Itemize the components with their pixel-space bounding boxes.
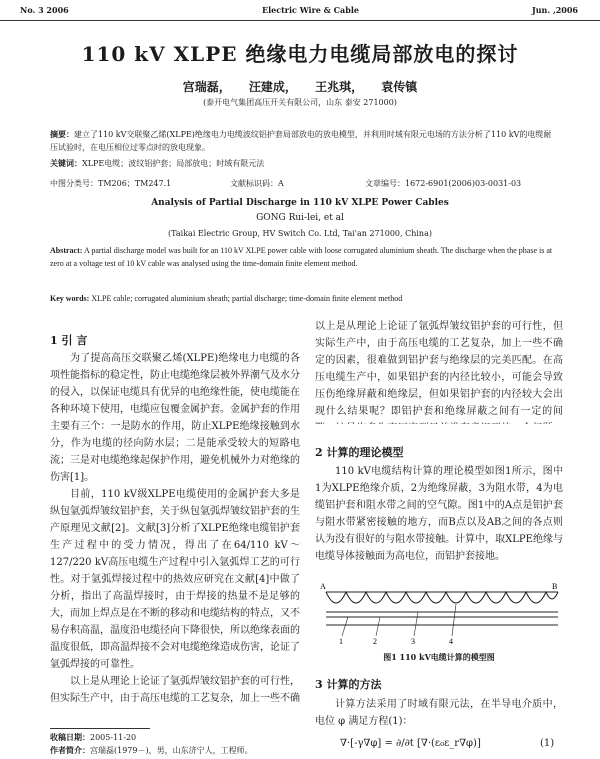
bio-label: 作者简介： (50, 745, 90, 755)
affiliation-en: (Taikai Electric Group, HV Switch Co. Ltd, Tai'an 271000, China) (168, 229, 432, 238)
authors-cn: 宫瑞磊， 汪建成， 王兆琪， 袁传镇 (182, 80, 418, 94)
author-bio: 宫瑞磊(1979－)，男，山东济宁人，工程师。 (90, 746, 253, 755)
section2-body (315, 463, 563, 565)
header-date: Jun. ,2006 (531, 5, 578, 15)
part-number: 1 (339, 637, 343, 646)
part-number: 3 (411, 637, 415, 646)
keywords-en-text: XLPE cable; corrugated aluminium sheath; partial discharge; time-domain finite element method (89, 294, 403, 303)
running-header (0, 0, 600, 21)
article-number: 文章编号：1672-6901(2006)03-0031-03 (365, 179, 522, 188)
section2-heading: 2 计算的理论模型 (315, 446, 404, 459)
point-label-b: B (552, 582, 558, 591)
section3-heading: 3 计算的方法 (315, 678, 382, 691)
section3-body (315, 696, 563, 730)
document-code: 文献标识码：A (230, 179, 284, 188)
abstract-en-text: A partial discharge model was built for an 110 kV XLPE power cable with loose corrugated aluminium sheath. The discharge when the phase is at zero at a voltage test of 10 kV cable was analysed using the time-domain finite element method. (50, 246, 553, 268)
leader-line (414, 612, 418, 636)
class-number: 中图分类号：TM206；TM247.1 (50, 179, 172, 188)
equation-1: ∇·[-γ∇φ] = ∂/∂t [∇·(ε₀ε_r∇φ)] (340, 738, 481, 749)
left-column (50, 350, 300, 707)
keywords-cn-label: 关键词： (50, 158, 82, 168)
abstract-cn-label: 摘要： (50, 129, 74, 139)
right-column-continuation (315, 318, 563, 424)
affiliation-cn: (泰开电气集团高压开关有限公司，山东 泰安 271000) (203, 98, 397, 107)
header-issue: No. 3 2006 (20, 5, 69, 15)
figure-caption: 图1 110 kV电缆计算的模型图 (383, 652, 495, 662)
section3-paragraph: 计算方法采用了时域有限元法，在半导电介质中，电位 φ 满足方程(1)： (315, 699, 563, 727)
section1-continuation: 以上是从理论上论证了氩弧焊皱纹铝护套的可行性，但实际生产中，由于高压电缆的工艺复杂，加上一些不确定的因素，很难做到铝护套与绝缘层的完美匹配。在高压电缆生产中，如果铝护套的内径比较小，可能会导致压伤绝缘屏蔽和绝缘层，但如果铝护套的内径较大会出现什么结果呢？即铝护套和绝缘屏蔽之间有一定的间 (315, 321, 563, 417)
footnote (50, 731, 300, 757)
point-label-a: A (320, 582, 326, 591)
section1-paragraph: 目前，110 kV级XLPE电缆使用的金属护套大多是纵包氩弧焊皱纹铝护套，关于纵包氩弧焊皱纹铝护套的生产原理见文献[2]。文献[3]分析了XLPE绝缘电缆铝护套生产过程中的受力情况，得出了在64/110 kV～127/220 kV高压电缆生产过程中引入氩弧焊工艺的可行性。对于氩弧焊接过程中的热效应研究在文献[4]中做了分析，指出了高温焊接时，由于焊接的热量不是足够的大，而加上焊点是在不断的移动和电缆结构的特点，又不易存积高温，温度沿电缆径向下降很快，所以绝缘表面的温度很低，即高温焊接不会对电缆绝缘造成伤害，论证了氩弧焊接的可靠性。 (50, 489, 300, 670)
part-number: 2 (373, 637, 377, 646)
keywords-cn-text: XLPE电缆；波纹铝护套；局部放电；时域有限元法 (82, 159, 265, 168)
abstract-en-label: Abstract: (50, 246, 83, 255)
keywords-en (50, 294, 558, 303)
section2-paragraph: 110 kV电缆结构计算的理论模型如图1所示，图中1为XLPE绝缘介质，2为绝缘屏蔽，3为阻水带，4为电缆铝护套和阻水带之间的空气隙。图1中的A点是铝护套与阻水带紧密接触的地方，而B点以及AB之间的各点则认为没有很好的与阻水带接触。计算中，取XLPE绝缘与电缆导体接触面为高电位，而铝护套接地。 (315, 466, 563, 562)
leader-line (376, 617, 380, 636)
leader-line (342, 617, 348, 636)
footnote-rule (50, 728, 150, 729)
section1-heading: 1 引 言 (50, 334, 88, 347)
received-label: 收稿日期： (50, 732, 90, 742)
abstract-cn-text: 建立了110 kV交联聚乙烯(XLPE)绝缘电力电缆波纹铝护套局部放电的放电模型，并利用时域有限元电场的方法分析了110 kV的电缆耐压试验时，在电压相位过零点时的放电现象。 (50, 130, 552, 152)
keywords-en-label: Key words: (50, 294, 90, 303)
author-en: GONG Rui-lei, et al (256, 213, 344, 223)
keywords-cn (50, 157, 558, 170)
cable-model-figure (318, 578, 563, 646)
equation-number: (1) (540, 738, 555, 749)
section1-paragraph: 为了提高高压交联聚乙烯(XLPE)绝缘电力电缆的各项性能指标的稳定性，防止电缆绝缘层被外界潮气及水分的侵入，以保证电缆具有优异的电绝缘性能，使电缆能在各种环境下使用，电缆应包覆金属护套。金属护套的作用主要有三个：一是防水的作用，防止XLPE绝缘接触到水分，作为电缆的径向防水层；二是能承受较大的短路电流；三是对电缆绝缘起保护作用，避免机械外力对绝缘的伤害[1]。 (50, 353, 300, 483)
abstract-cn (50, 128, 558, 154)
received-date: 2005-11-20 (90, 733, 137, 742)
header-journal: Electric Wire & Cable (262, 5, 359, 15)
part-number: 4 (449, 637, 453, 646)
paper-title-en: Analysis of Partial Discharge in 110 kV XLPE Power Cables (151, 198, 449, 208)
corrugated-sheath (326, 592, 558, 603)
leader-line (452, 604, 456, 636)
abstract-en (50, 244, 558, 270)
section1-paragraph: 以上是从理论上论证了氩弧焊皱纹铝护套的可行性，但实际生产中，由于高压电缆的工艺复杂，加上一些不确 (50, 676, 300, 704)
paper-title-cn: 110 kV XLPE 绝缘电力电缆局部放电的探讨 (81, 42, 519, 66)
